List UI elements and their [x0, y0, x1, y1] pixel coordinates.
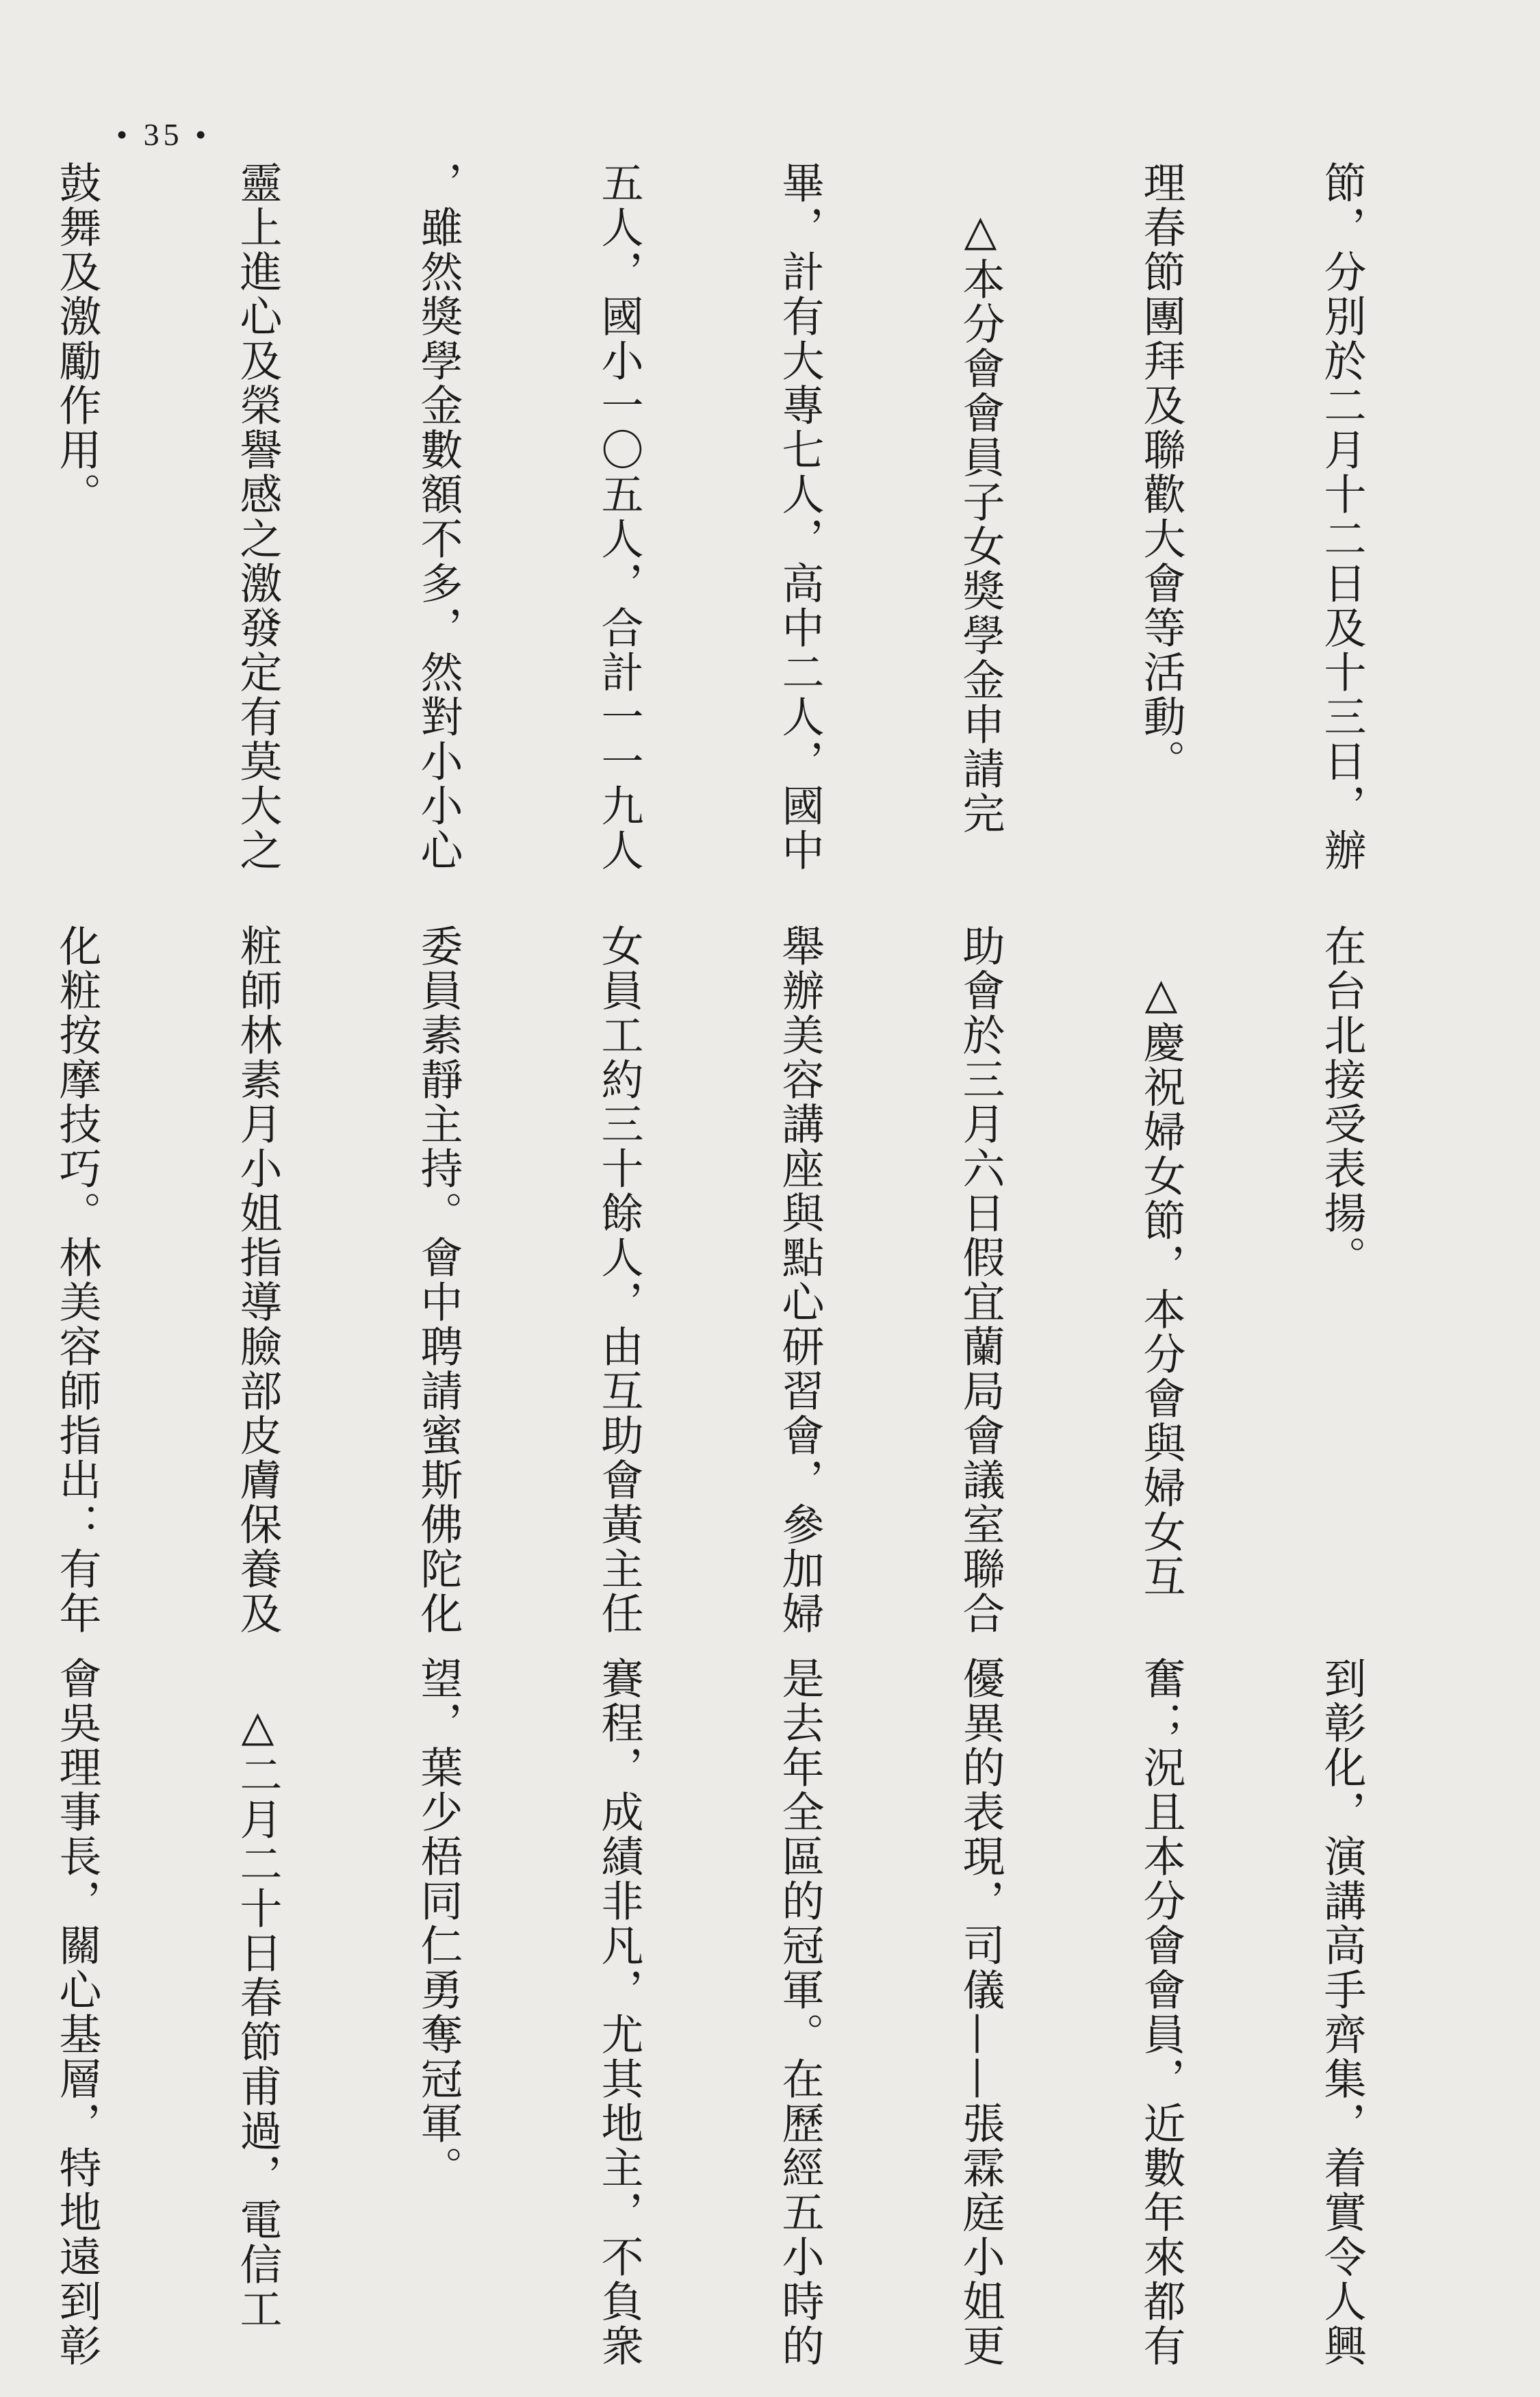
text-column: △本分會會員子女獎學金申請完 — [955, 161, 1005, 836]
text-column: 舉辦美容講座與點心研習會，參加婦 — [775, 924, 825, 1636]
text-column: ，雖然獎學金數額不多，然對小小心 — [413, 161, 463, 873]
text-column: 畢，計有大專七人，高中二人，國中 — [775, 161, 825, 873]
text-column: △二月二十日春節甫過，電信工 — [233, 1656, 283, 2331]
text-column: 會吳理事長，關心基層，特地遠到彰 — [52, 1656, 102, 2368]
text-column: 是去年全區的冠軍。在歷經五小時的 — [775, 1656, 825, 2368]
text-column: 奮；況且本分會會員，近數年來都有 — [1136, 1656, 1186, 2368]
text-column: △慶祝婦女節，本分會與婦女互 — [1136, 924, 1186, 1599]
text-column: 望，葉少梧同仁勇奪冠軍。 — [413, 1656, 463, 2190]
text-column: 節，分別於二月十二日及十三日，辦 — [1317, 161, 1367, 873]
page-number: • 35 • — [116, 117, 211, 152]
text-column: 靈上進心及榮譽感之激發定有莫大之 — [233, 161, 283, 873]
text-column: 女員工約三十餘人，由互助會黃主任 — [594, 924, 644, 1636]
text-column: 鼓舞及激勵作用。 — [52, 161, 102, 517]
text-column: 賽程，成績非凡，尤其地主，不負衆 — [594, 1656, 644, 2368]
text-column: 粧師林素月小姐指導臉部皮膚保養及 — [233, 924, 283, 1636]
lower-text-band — [52, 1656, 1492, 2375]
text-column: 到彰化，演講高手齊集，着實令人興 — [1317, 1656, 1367, 2368]
text-column: 優異的表現，司儀——張霖庭小姐更 — [955, 1656, 1005, 2368]
text-column: 化粧按摩技巧。林美容師指出：有年 — [52, 924, 102, 1636]
text-column: 在台北接受表揚。 — [1317, 924, 1367, 1280]
text-column: 助會於三月六日假宜蘭局會議室聯合 — [955, 924, 1005, 1636]
text-column: 理春節團拜及聯歡大會等活動。 — [1136, 161, 1186, 784]
middle-text-band — [52, 924, 1492, 1636]
text-column: 委員素靜主持。會中聘請蜜斯佛陀化 — [413, 924, 463, 1636]
upper-text-band — [52, 161, 1492, 880]
text-column: 五人，國小一〇五人，合計一一九人 — [594, 161, 644, 873]
